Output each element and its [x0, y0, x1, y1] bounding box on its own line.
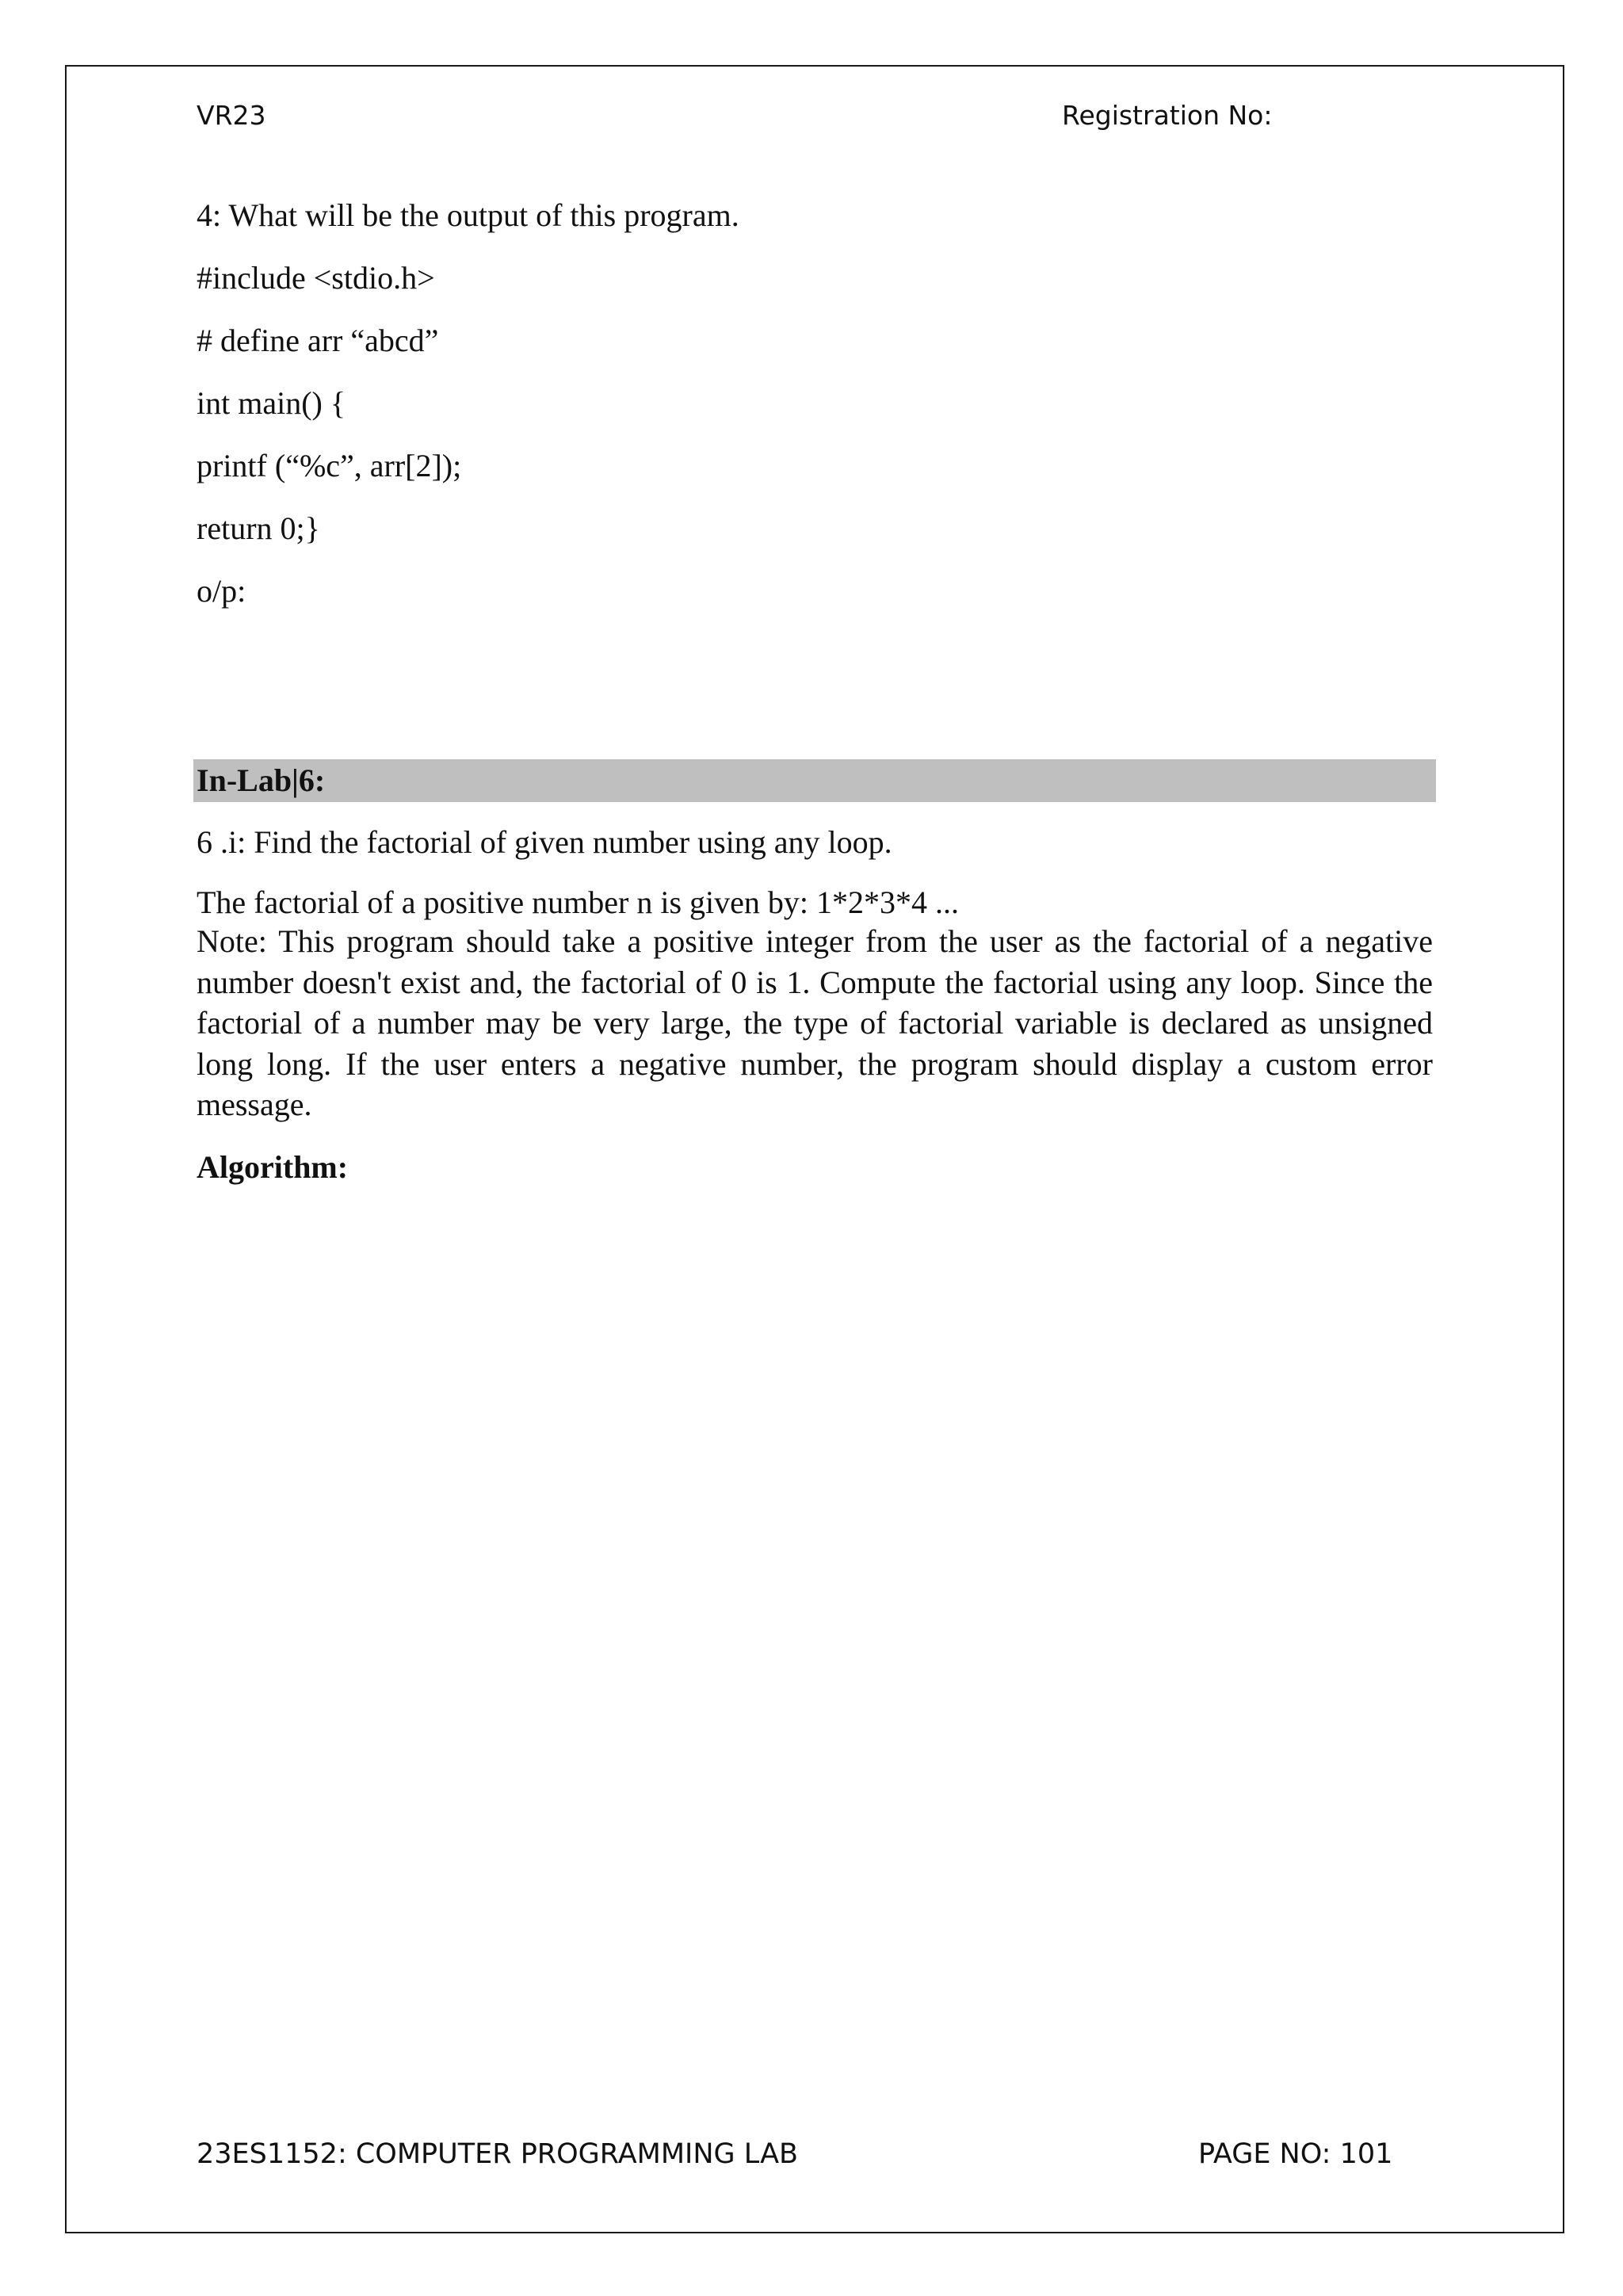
footer-page-number: PAGE NO: 101 — [1198, 2138, 1393, 2170]
output-label: o/p: — [197, 573, 246, 609]
code-line: printf (“%c”, arr[2]); — [197, 448, 462, 483]
algorithm-label: Algorithm: — [197, 1149, 349, 1185]
code-line: int main() { — [197, 385, 346, 421]
question-title: 4: What will be the output of this program. — [197, 197, 739, 233]
footer-course: 23ES1152: COMPUTER PROGRAMMING LAB — [197, 2138, 799, 2170]
code-line: return 0;} — [197, 510, 320, 546]
task-note: Note: This program should take a positive integer from the user as the factorial of a negative number doesn't exist and, the factorial of 0 is 1. Compute the factorial using any loop. Since the factorial of a number may be very large, the type of factorial variable is declared as unsigned long long. If the user enters a negative number, the program should display a custom error message. — [197, 923, 1433, 1122]
code-line: # define arr “abcd” — [197, 323, 439, 358]
section-heading: In-Lab|6: — [197, 762, 326, 798]
task-formula: The factorial of a positive number n is given by: 1*2*3*4 ... — [197, 884, 960, 920]
section-heading-bar — [193, 759, 1436, 802]
task-title: 6 .i: Find the factorial of given number using any loop. — [197, 824, 892, 860]
header-registration-label: Registration No: — [1062, 100, 1273, 131]
code-line: #include <stdio.h> — [197, 260, 435, 296]
header-regulation: VR23 — [197, 100, 266, 131]
question-block — [197, 195, 1433, 633]
